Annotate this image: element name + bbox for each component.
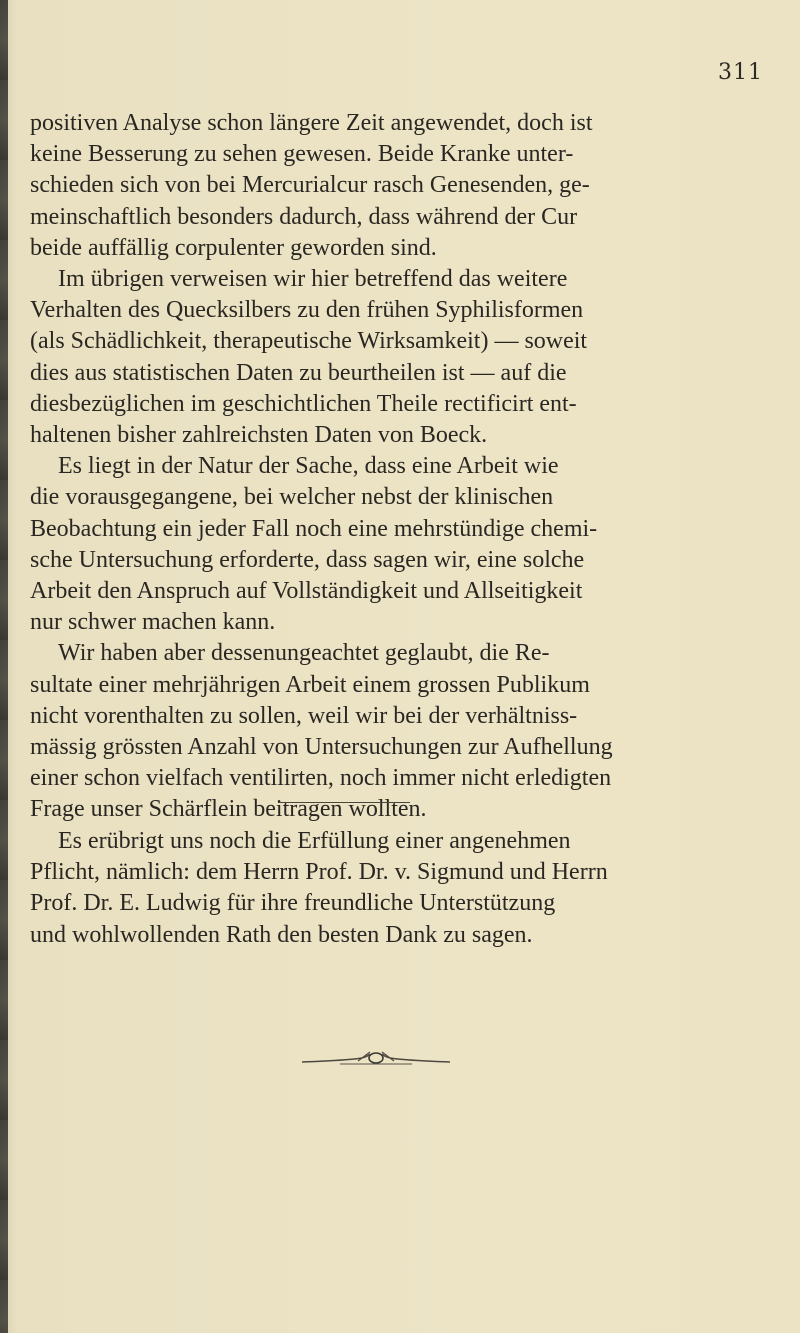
main-text-block (30, 108, 770, 826)
paragraph-start-line: Wir haben aber dessenungeachtet geglaubt, die Re- (58, 640, 550, 667)
text-line: diesbezüglichen im geschichtlichen Theile rectificirt ent- (30, 390, 577, 417)
text-line: positiven Analyse schon längere Zeit angewendet, doch ist (30, 110, 593, 136)
text-line: mässig grössten Anzahl von Untersuchungen zur Aufhellung (30, 734, 613, 761)
text-line: sultate einer mehrjährigen Arbeit einem grossen Publikum (30, 671, 590, 698)
text-line: und wohlwollenden Rath den besten Dank zu sagen. (30, 921, 533, 948)
text-line: sche Untersuchung erforderte, dass sagen wir, eine solche (30, 546, 585, 573)
text-line: nicht vorenthalten zu sollen, weil wir bei der verhältniss- (30, 702, 578, 729)
text-line: Pflicht, nämlich: dem Herrn Prof. Dr. v. Sigmund und Herrn (30, 859, 608, 886)
section-separator-rule (278, 802, 410, 803)
text-line: Beobachtung ein jeder Fall noch eine mehrstündige chemi- (30, 515, 598, 542)
page-binding-edge (0, 0, 8, 1333)
text-line: meinschaftlich besonders dadurch, dass während der Cur (30, 203, 578, 230)
text-line: keine Besserung zu sehen gewesen. Beide Kranke unter- (30, 141, 574, 168)
paragraph-start-line: Es liegt in der Natur der Sache, dass eine Arbeit wie (58, 453, 559, 480)
end-ornament-icon (300, 1048, 452, 1070)
acknowledgement-text-block (30, 826, 770, 951)
text-line: Prof. Dr. E. Ludwig für ihre freundliche Unterstützung (30, 890, 556, 917)
page-number: 311 (718, 60, 763, 85)
paragraph-start-line: Es erübrigt uns noch die Erfüllung einer angenehmen (58, 828, 571, 854)
text-line: Verhalten des Quecksilbers zu den frühen Syphilisformen (30, 297, 584, 324)
text-line: schieden sich von bei Mercurialcur rasch Genesenden, ge- (30, 172, 590, 199)
text-line: beide auffällig corpulenter geworden sind. (30, 234, 437, 261)
text-line: die vorausgegangene, bei welcher nebst der klinischen (30, 484, 554, 511)
paragraph-start-line: Im übrigen verweisen wir hier betreffend das weitere (58, 266, 568, 293)
text-line: (als Schädlichkeit, therapeutische Wirksamkeit) — soweit (30, 328, 588, 355)
text-line: haltenen bisher zahlreichsten Daten von Boeck. (30, 422, 488, 449)
text-line: einer schon vielfach ventilirten, noch immer nicht erledigten (30, 765, 612, 792)
text-line: Frage unser Schärflein beitragen wollten. (30, 796, 427, 823)
text-line: Arbeit den Anspruch auf Vollständigkeit und Allseitigkeit (30, 578, 583, 605)
text-line: nur schwer machen kann. (30, 609, 276, 636)
text-line: dies aus statistischen Daten zu beurtheilen ist — auf die (30, 359, 567, 386)
